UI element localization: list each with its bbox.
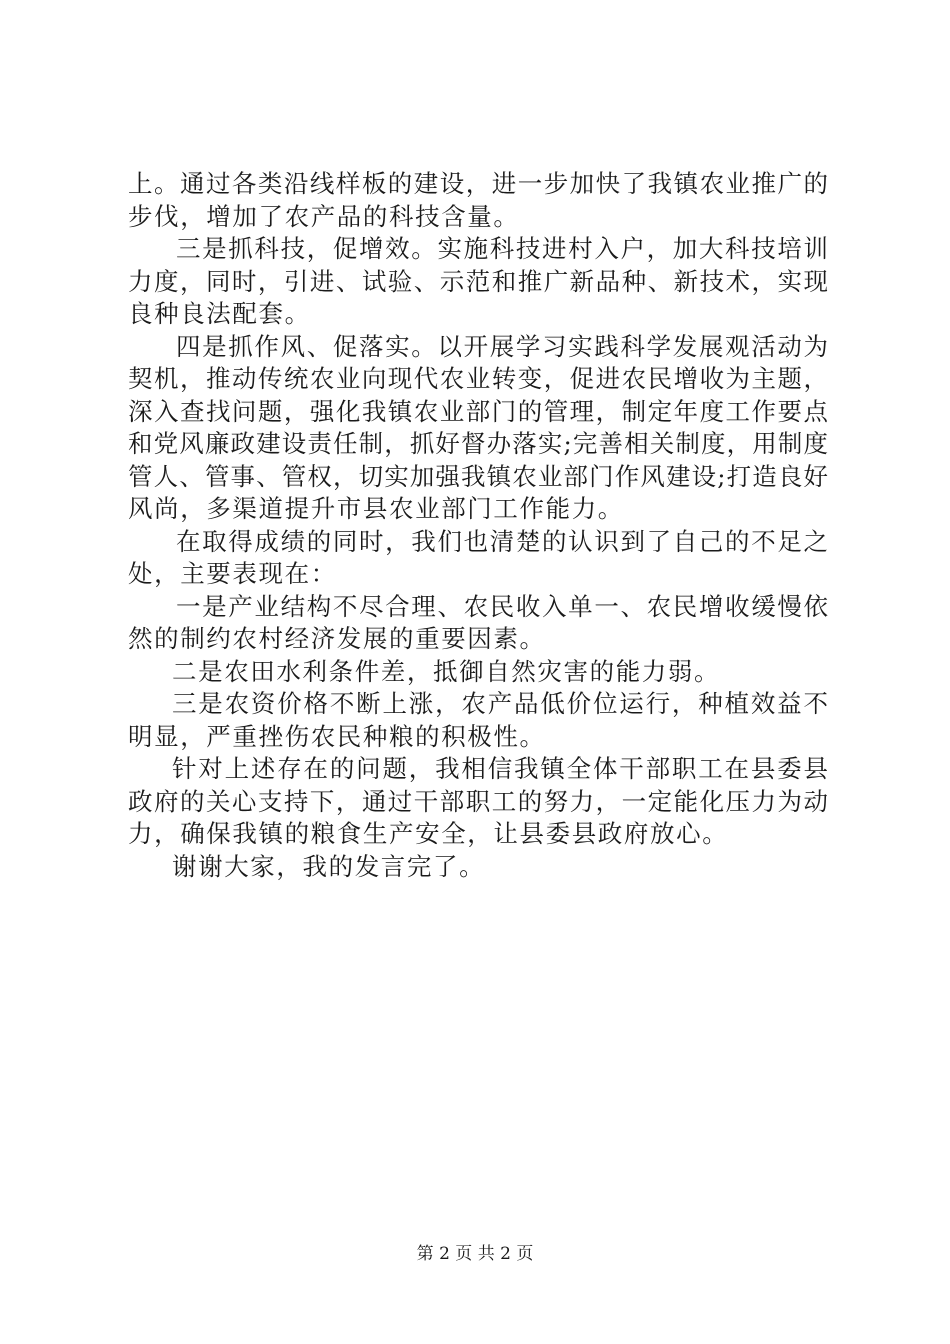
text-line: 和党风廉政建设责任制，抓好督办落实;完善相关制度，用制度 xyxy=(128,429,828,458)
text-line: 在取得成绩的同时，我们也清楚的认识到了自己的不足之 xyxy=(176,526,828,556)
text-line: 四是抓作风、促落实。以开展学习实践科学发展观活动为 xyxy=(176,331,828,361)
text-line: 管人、管事、管权，切实加强我镇农业部门作风建设;打造良好 xyxy=(128,461,828,491)
page-number-footer: 第 2 页 共 2 页 xyxy=(416,1244,534,1264)
text-line: 处，主要表现在： xyxy=(128,559,337,588)
text-line: 力度，同时，引进、试验、示范和推广新品种、新技术，实现 xyxy=(128,266,828,296)
text-line: 步伐，增加了农产品的科技含量。 xyxy=(128,201,520,231)
text-line: 上。通过各类沿线样板的建设，进一步加快了我镇农业推广的 xyxy=(128,169,828,198)
text-line: 然的制约农村经济发展的重要因素。 xyxy=(128,624,546,653)
text-line: 谢谢大家，我的发言完了。 xyxy=(172,851,486,881)
text-line: 一是产业结构不尽合理、农民收入单一、农民增收缓慢依 xyxy=(176,591,828,621)
text-line: 良种良法配套。 xyxy=(128,299,311,328)
text-line: 二是农田水利条件差，抵御自然灾害的能力弱。 xyxy=(172,656,721,686)
text-line: 政府的关心支持下，通过干部职工的努力，一定能化压力为动 xyxy=(128,786,828,816)
text-line: 深入查找问题，强化我镇农业部门的管理，制定年度工作要点 xyxy=(128,396,828,426)
text-line: 三是抓科技，促增效。实施科技进村入户，加大科技培训 xyxy=(176,234,828,263)
text-line: 力，确保我镇的粮食生产安全，让县委县政府放心。 xyxy=(128,819,729,848)
text-line: 契机，推动传统农业向现代农业转变，促进农民增收为主题， xyxy=(128,364,828,393)
text-line: 明显，严重挫伤农民种粮的积极性。 xyxy=(128,721,546,751)
text-line: 风尚，多渠道提升市县农业部门工作能力。 xyxy=(128,494,624,523)
document-body xyxy=(128,168,828,883)
text-line: 针对上述存在的问题，我相信我镇全体干部职工在县委县 xyxy=(172,754,828,783)
text-line: 三是农资价格不断上涨，农产品低价位运行，种植效益不 xyxy=(172,689,828,718)
